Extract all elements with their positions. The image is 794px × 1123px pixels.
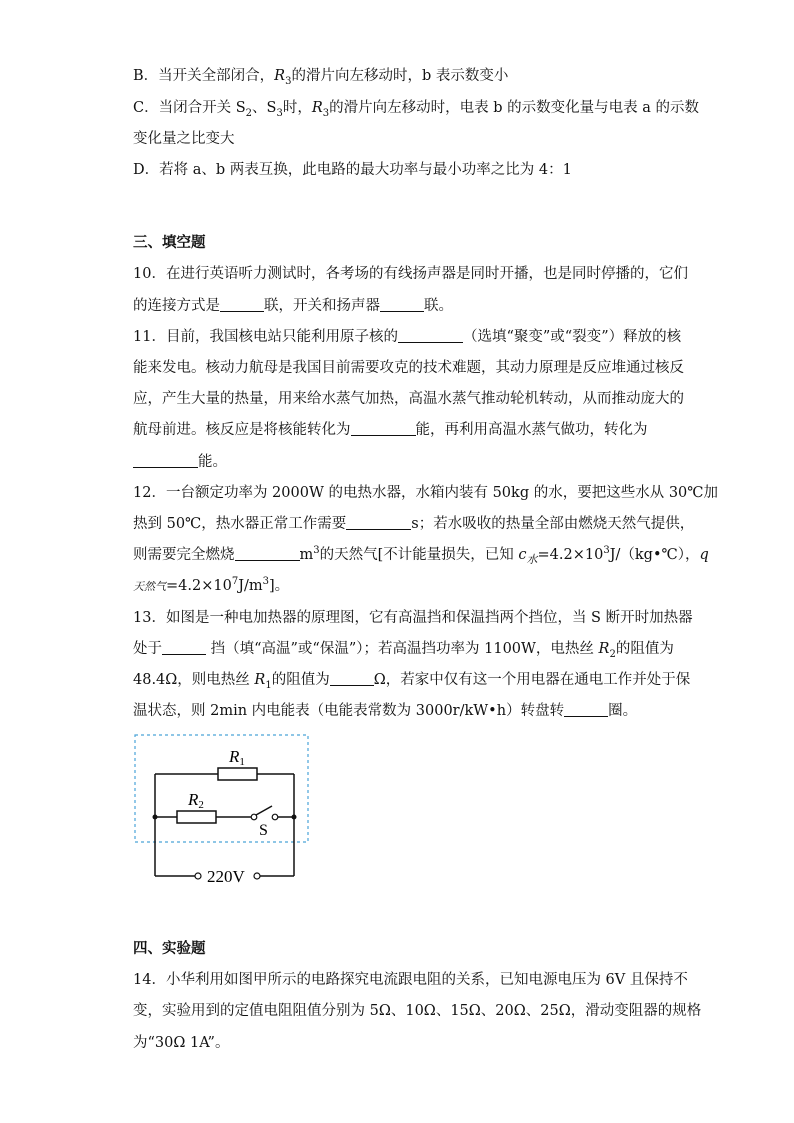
junction-left xyxy=(153,815,158,820)
option-b xyxy=(133,66,508,86)
switch-contact-right xyxy=(272,814,278,820)
q11-text-b: （选填“聚变”或“裂变”）释放的核 xyxy=(462,329,682,345)
q11-blank-2[interactable] xyxy=(351,421,416,436)
q11-text-a: 11．目前，我国核电站只能利用原子核的 xyxy=(133,329,398,345)
q12-line1: 12．一台额定功率为 2000W 的电热水器，水箱内装有 50kg 的水，要把这些水从 30℃加 xyxy=(133,485,718,501)
q12-text-d: 的天然气[不计能量损失，已知 xyxy=(319,547,519,563)
q13-text-c: 的阻值为 xyxy=(615,641,674,657)
q12-q-symbol: q xyxy=(699,547,709,563)
q12-unit-m: m xyxy=(299,547,314,563)
option-b-sub: 3 xyxy=(285,75,292,87)
q13-text-a: 处于 xyxy=(133,641,162,657)
option-c-s3: 3 xyxy=(276,107,283,119)
option-c-post: 的滑片向左移动时，电表 b 的示数变化量与电表 a 的示数 xyxy=(329,100,699,116)
q11-blank-1[interactable] xyxy=(398,328,463,343)
q12-sup-exp7: 7 xyxy=(231,576,239,588)
q12-c-sub: 水 xyxy=(526,552,538,566)
q12-sup-3: 3 xyxy=(313,545,320,557)
q12-sup-m3: 3 xyxy=(262,576,270,588)
q11-line1 xyxy=(133,327,681,347)
q13-text-e: 的阻值为 xyxy=(271,672,330,688)
option-b-text: B．当开关全部闭合， xyxy=(133,68,275,84)
q10-text-b: 联，开关和扬声器 xyxy=(264,298,380,314)
q10-line1: 10．在进行英语听力测试时，各考场的有线扬声器是同时开播，也是同时停播的，它们 xyxy=(133,266,688,282)
q13-r1-sub: 1 xyxy=(265,679,272,691)
switch-contact-left xyxy=(251,814,257,820)
junction-right xyxy=(292,815,297,820)
q12-sup-exp3: 3 xyxy=(603,545,610,557)
option-c-mid: 、S xyxy=(252,100,277,116)
r1-label: R1 xyxy=(229,747,245,768)
q13-text-f: Ω，若家中仅有这一个用电器在通电工作并处于保 xyxy=(373,672,691,688)
q13-r1: R xyxy=(254,672,266,688)
q12-blank-2[interactable] xyxy=(235,546,300,561)
q10-blank-2[interactable] xyxy=(380,297,424,312)
option-b-r: R xyxy=(274,68,286,84)
q11-text-e: 能。 xyxy=(198,454,227,470)
option-c-mid2: 时， xyxy=(282,100,312,116)
option-c-line1 xyxy=(133,98,699,118)
option-c-rsub: 3 xyxy=(322,107,330,119)
q12-line4 xyxy=(133,576,289,597)
q14-line1: 14．小华利用如图甲所示的电路探究电流跟电阻的关系，已知电源电压为 6V 且保持不 xyxy=(133,972,688,988)
q13-text-d: 48.4Ω，则电热丝 xyxy=(133,672,255,688)
heater-circuit-diagram xyxy=(133,733,313,883)
q13-line4 xyxy=(133,701,637,721)
q13-line1: 13．如图是一种电加热器的原理图，它有高温挡和保温挡两个挡位，当 S 断开时加热器 xyxy=(133,610,693,626)
q10-blank-1[interactable] xyxy=(220,297,264,312)
q10-text-c: 联。 xyxy=(424,298,453,314)
q13-text-g: 温状态，则 2min 内电能表（电能表常数为 3000r/kW•h）转盘转 xyxy=(133,703,565,719)
resistor-r1 xyxy=(218,768,257,780)
switch-lever xyxy=(256,806,272,815)
q13-line3 xyxy=(133,670,690,690)
dashed-boundary xyxy=(135,735,308,842)
section-title-experiment: 四、实验题 xyxy=(133,941,206,957)
q12-c-symbol: c xyxy=(518,547,527,563)
q11-line5 xyxy=(133,452,227,472)
q13-line2 xyxy=(133,639,674,659)
q11-line2: 能来发电。核动力航母是我国目前需要攻克的技术难题，其动力原理是反应堆通过核反 xyxy=(133,360,684,376)
q12-line3 xyxy=(133,545,709,565)
q10-text-a: 的连接方式是 xyxy=(133,298,220,314)
section-title-fill-in: 三、填空题 xyxy=(133,235,206,251)
q13-text-h: 圈。 xyxy=(608,703,638,719)
r2-label: R2 xyxy=(188,790,204,811)
q12-q-sub: 天然气 xyxy=(133,580,166,593)
q14-line3: 为“30Ω 1A”。 xyxy=(133,1035,230,1051)
q11-text-d: 能，再利用高温水蒸气做功，转化为 xyxy=(415,422,648,438)
q13-blank-1[interactable] xyxy=(162,640,206,655)
terminal-left xyxy=(195,873,201,879)
q13-blank-3[interactable] xyxy=(564,702,608,717)
q10-line2 xyxy=(133,296,453,316)
q12-text-i: ]。 xyxy=(269,578,290,594)
switch-label: S xyxy=(259,822,268,839)
option-c-r: R xyxy=(311,100,323,116)
voltage-label: 220V xyxy=(207,867,245,883)
option-b-post: 的滑片向左移动时，b 表示数变小 xyxy=(291,68,509,84)
q14-line2: 变，实验用到的定值电阻阻值分别为 5Ω、10Ω、15Ω、20Ω、25Ω，滑动变阻器的规格 xyxy=(133,1003,702,1019)
option-d: D．若将 a、b 两表互换，此电路的最大功率与最小功率之比为 4：1 xyxy=(133,162,572,178)
q11-blank-3[interactable] xyxy=(133,453,198,468)
q12-text-b: s；若水吸收的热量全部由燃烧天然气提供， xyxy=(411,516,695,532)
q13-blank-2[interactable] xyxy=(330,671,374,686)
terminal-right xyxy=(254,873,260,879)
q13-r2-sub: 2 xyxy=(609,648,616,660)
q12-line2 xyxy=(133,514,694,534)
q12-text-g: =4.2×10 xyxy=(166,578,232,594)
q11-text-c: 航母前进。核反应是将核能转化为 xyxy=(133,422,351,438)
q11-line4 xyxy=(133,420,648,440)
q12-text-h: J/m xyxy=(238,578,263,594)
option-c-s2: 2 xyxy=(245,107,253,119)
q12-text-f: J/（kg•℃）， xyxy=(609,547,700,563)
option-c-line2: 变化量之比变大 xyxy=(133,131,235,147)
q12-text-c: 则需要完全燃烧 xyxy=(133,547,235,563)
q13-text-b: 挡（填“高温”或“保温”）；若高温挡功率为 1100W，电热丝 xyxy=(206,641,599,657)
q13-r2: R xyxy=(598,641,610,657)
q12-text-a: 热到 50℃，热水器正常工作需要 xyxy=(133,516,347,532)
q12-blank-1[interactable] xyxy=(346,515,411,530)
q12-text-e: =4.2×10 xyxy=(537,547,604,563)
resistor-r2 xyxy=(177,811,216,823)
option-c-pre: C．当闭合开关 S xyxy=(133,100,246,116)
q11-line3: 应，产生大量的热量，用来给水蒸气加热，高温水蒸气推动轮机转动，从而推动庞大的 xyxy=(133,391,684,407)
